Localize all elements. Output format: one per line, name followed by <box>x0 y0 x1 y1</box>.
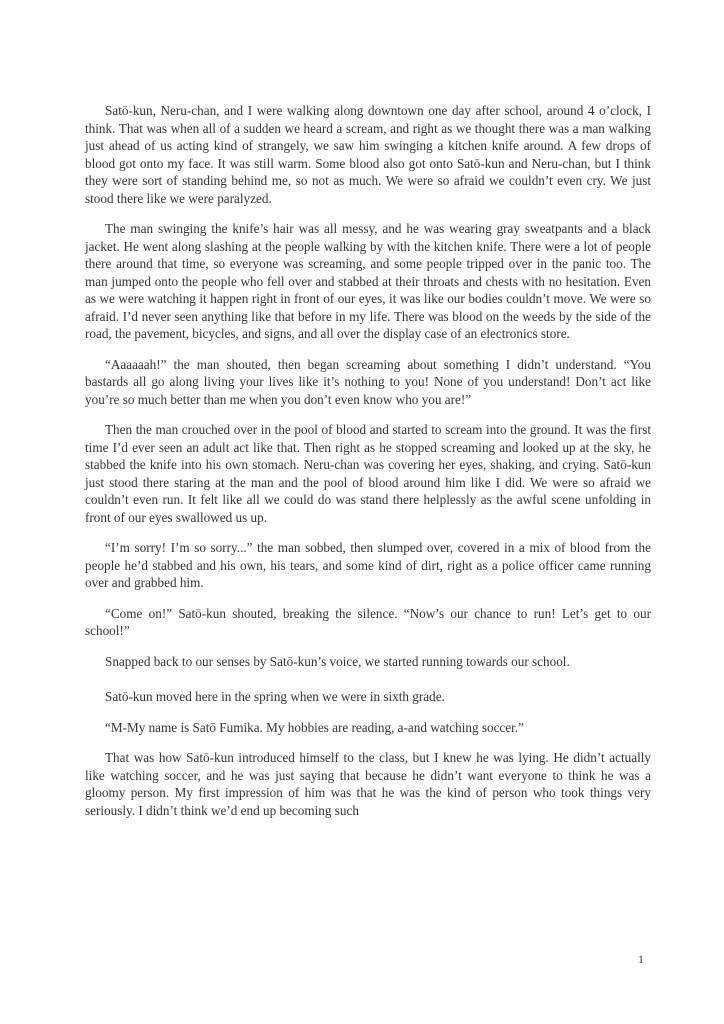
paragraph: That was how Satō-kun introduced himself to the class, but I knew he was lying. He didn’t actually like watching soccer, and he was just saying that because he didn’t want everyone to think he was a gloomy person. My first impression of him was that he was the kind of person who took things very seriously. I didn’t think we’d end up becoming such <box>85 750 651 818</box>
paragraph: “I’m sorry! I’m so sorry...” the man sobbed, then slumped over, covered in a mix of blood from the people he’d stabbed and his own, his tears, and some kind of dirt, right as a police officer came running over and grabbed him. <box>85 540 651 590</box>
paragraph: “M-My name is Satō Fumika. My hobbies are reading, a-and watching soccer.” <box>105 719 524 735</box>
paragraph: The man swinging the knife’s hair was all messy, and he was wearing gray sweatpants and a black jacket. He went along slashing at the people walking by with the kitchen knife. There were a lot of people there around that time, so everyone was screaming, and some people tripped over in the panic too. The man jumped onto the people who fell over and stabbed at their throats and chests with no hesitation. Even as we were watching it happen right in front of our eyes, it was like our bodies couldn’t move. We were so afraid. I’d never seen anything like that before in my life. There was blood on the weeds by the side of the road, the pavement, bicycles, and signs, and all over the display case of an electronics store. <box>85 221 651 341</box>
paragraph: “Come on!” Satō-kun shouted, breaking the silence. “Now’s our chance to run! Let’s get to our school!” <box>85 605 651 638</box>
paragraph: Then the man crouched over in the pool of blood and started to scream into the ground. It was the first time I’d ever seen an adult act like that. Then right as he stopped screaming and looked up at the sky, he stabbed the knife into his own stomach. Neru-chan was covering her eyes, shaking, and crying. Satō-kun just stood there staring at the man and the pool of blood around him like I did. We were so afraid we couldn’t even run. It felt like all we could do was stand there helplessly as the awful scene unfolding in front of our eyes swallowed us up. <box>85 422 651 525</box>
paragraph: Satō-kun moved here in the spring when we were in sixth grade. <box>105 689 445 704</box>
paragraph: Snapped back to our senses by Satō-kun’s voice, we started running towards our school. <box>105 653 570 669</box>
page-number: 1 <box>638 952 644 966</box>
page-body-text <box>85 102 651 832</box>
paragraph: Satō-kun, Neru-chan, and I were walking along downtown one day after school, around 4 o’clock, I think. That was when all of a sudden we heard a scream, and right as we thought there was a man walking just ahead of us acting kind of strangely, we saw him swinging a kitchen knife around. A few drops of blood got onto my face. It was still warm. Some blood also got onto Satō-kun and Neru-chan, but I think they were sort of standing behind me, so not as much. We were so afraid we couldn’t even cry. We just stood there like we were paralyzed. <box>85 103 651 206</box>
paragraph: “Aaaaaah!” the man shouted, then began screaming about something I didn’t understand. “You bastards all go along living your lives like it’s nothing to you! None of you understand! Don’t act like you’re so much better than me when you don’t even know who you are!” <box>85 356 651 407</box>
